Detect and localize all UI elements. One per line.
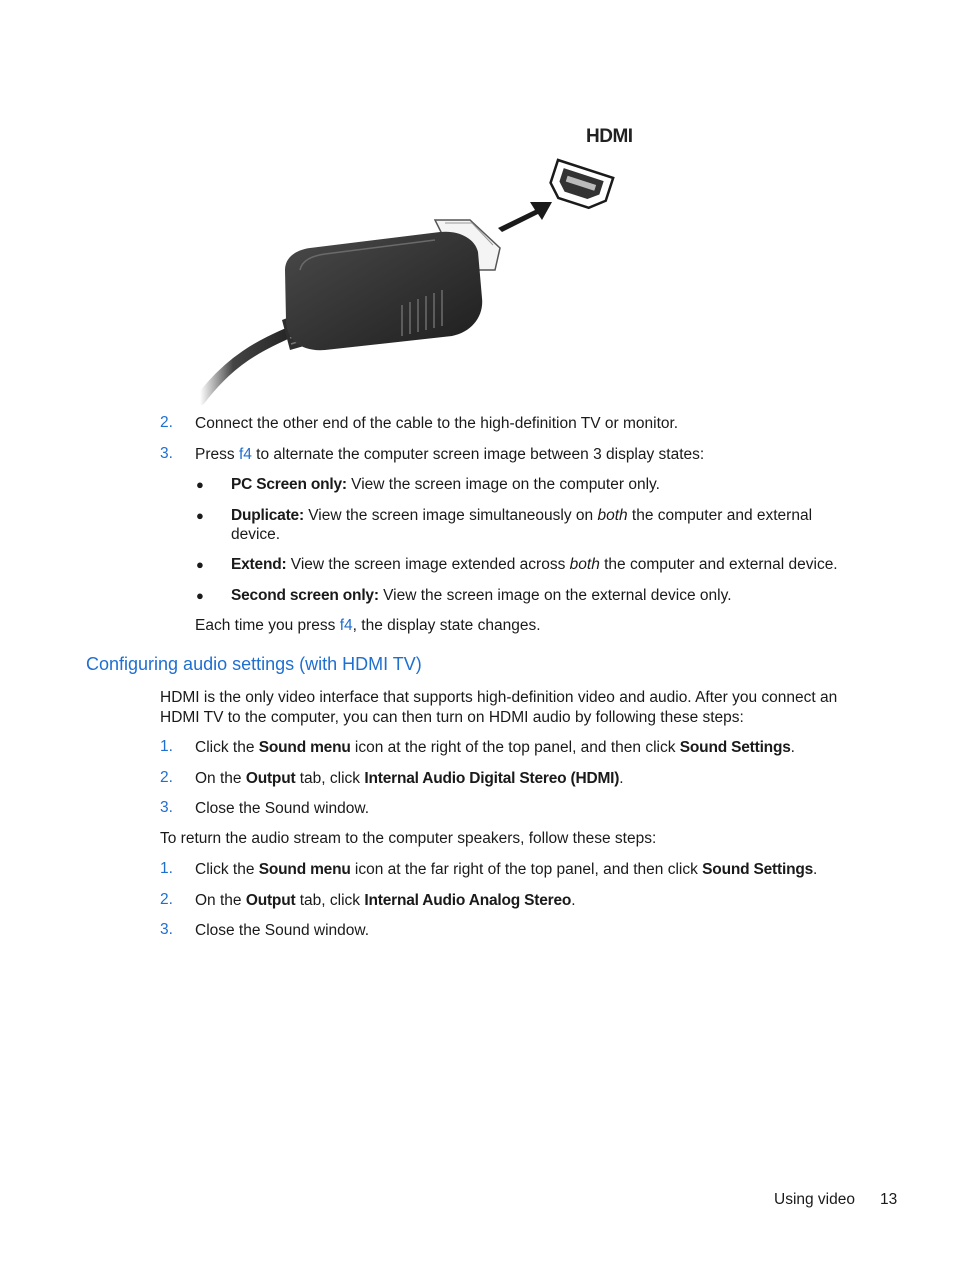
term: Internal Audio Digital Stereo (HDMI) [364, 770, 620, 787]
bullet-text [231, 475, 660, 494]
step-text: Connect the other end of the cable to the high-definition TV or monitor. [195, 415, 679, 432]
text-span: View the screen image on the computer only. [346, 476, 660, 493]
step-number: 1. [160, 860, 173, 877]
text-span: the computer and external [627, 507, 813, 524]
paragraph: HDMI is the only video interface that supports high-definition video and audio. After you connect an [160, 689, 838, 706]
paragraph: To return the audio stream to the computer speakers, follow these steps: [160, 830, 657, 847]
step-number: 1. [160, 738, 173, 755]
text-span: View the screen image simultaneously on [303, 507, 598, 524]
hdmi-port-label: HDMI [586, 126, 633, 147]
term: Sound menu [258, 739, 351, 756]
bullet-icon: ● [196, 557, 204, 572]
term: Second screen only: [231, 587, 379, 604]
term: PC Screen only: [231, 476, 347, 493]
section-heading: Configuring audio settings (with HDMI TV) [86, 654, 422, 674]
step-number: 3. [160, 921, 173, 938]
term: Duplicate: [231, 507, 304, 524]
text-span: View the screen image on the external device only. [378, 587, 732, 604]
f4-key-link[interactable]: f4 [339, 617, 353, 634]
bullet-icon: ● [196, 508, 204, 523]
step-number: 3. [160, 445, 173, 462]
paragraph [195, 616, 541, 635]
text-span: the computer and external device. [599, 556, 838, 573]
text-span: icon at the far right of the top panel, and then click [350, 861, 703, 878]
term: Sound menu [258, 861, 351, 878]
bullet-icon: ● [196, 477, 204, 492]
text-span: , the display state changes. [352, 617, 541, 634]
text-span: icon at the right of the top panel, and then click [350, 739, 680, 756]
text-span: tab, click [295, 892, 365, 909]
emphasis: both [597, 507, 628, 524]
step-text [195, 445, 704, 464]
text-span: tab, click [295, 770, 365, 787]
text-span: . [571, 892, 576, 909]
text-span: . [790, 739, 795, 756]
paragraph: HDMI TV to the computer, you can then turn on HDMI audio by following these steps: [160, 709, 744, 726]
step-text: Close the Sound window. [195, 922, 370, 939]
term: Extend: [231, 556, 287, 573]
step-text [195, 860, 817, 879]
step-number: 2. [160, 769, 173, 786]
emphasis: both [569, 556, 600, 573]
bullet-text [231, 506, 812, 525]
step-text [195, 769, 624, 788]
text-span: Each time you press [195, 617, 340, 634]
text-span: . [813, 861, 818, 878]
step-text [195, 891, 576, 910]
term: Output [245, 770, 296, 787]
text-span: . [619, 770, 624, 787]
page-number: 13 [880, 1191, 898, 1208]
term: Sound Settings [702, 861, 814, 878]
bullet-text [231, 586, 732, 605]
text-span: Click the [195, 861, 259, 878]
step-text: Close the Sound window. [195, 800, 370, 817]
hdmi-cable-illustration [190, 120, 650, 405]
bullet-text-continued: device. [231, 526, 281, 543]
step-number: 3. [160, 799, 173, 816]
bullet-text [231, 555, 838, 574]
hdmi-connector-icon [190, 120, 650, 405]
step-number: 2. [160, 414, 173, 431]
f4-key-link[interactable]: f4 [238, 446, 252, 463]
text-span: to alternate the computer screen image between 3 display states: [251, 446, 705, 463]
step-text [195, 738, 795, 757]
step-number: 2. [160, 891, 173, 908]
footer-section-title: Using video [774, 1191, 855, 1208]
term: Internal Audio Analog Stereo [364, 892, 572, 909]
text-span: On the [195, 892, 246, 909]
text-span: Click the [195, 739, 259, 756]
term: Sound Settings [679, 739, 791, 756]
term: Output [245, 892, 296, 909]
text-span: View the screen image extended across [286, 556, 570, 573]
text-span: On the [195, 770, 246, 787]
bullet-icon: ● [196, 588, 204, 603]
text-span: Press [195, 446, 239, 463]
